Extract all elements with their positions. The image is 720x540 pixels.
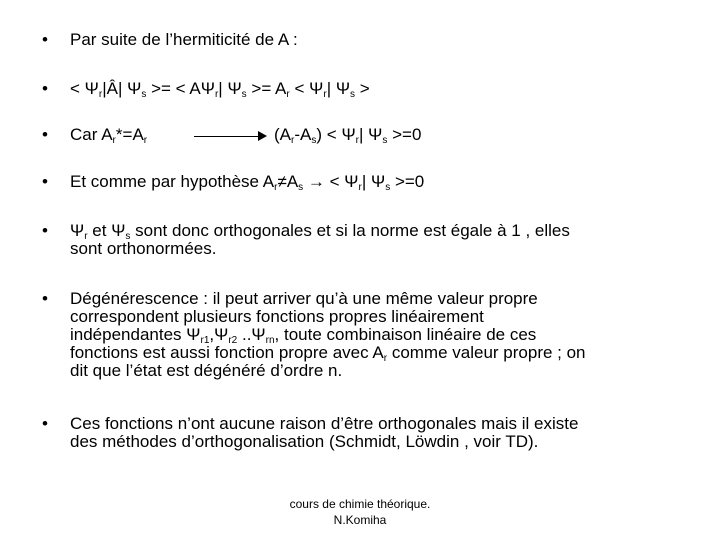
- bullet-icon: •: [42, 79, 48, 98]
- bullet-icon: •: [42, 172, 48, 191]
- bullet-icon: •: [42, 30, 48, 49]
- arrow-right-icon: →: [307, 172, 325, 191]
- orthogonalisation-text: Ces fonctions n’ont aucune raison d’être orthogonales mais il existe des méthodes d’orthogonalisation (Schmidt, Löwdin , voir TD).: [70, 414, 579, 451]
- car-expression: Car $A_r*=A_r$: [70, 125, 148, 146]
- orthonormal-text: $\Psi_r$ et $\Psi_s$ sont donc orthogonales et si la norme est égale à 1 , elles sont orthonormées.: [70, 221, 570, 258]
- degenerescence-text: Dégénérescence : il peut arriver qu’à une même valeur propre correspondent plusieurs fonctions propres linéairement indépendantes $\Psi_{r1},\Psi_{r2}$ $..\Psi_{rn}$, toute combinaison linéaire de ces fonctions est aussi fonction propre avec $A_r$ comme valeur propre ; on dit que l’état est dégénéré d’ordre n.: [70, 289, 586, 380]
- footer: [240, 496, 480, 528]
- equation: < $\Psi_r|Â|$ $\Psi_s$ >= < $A\Psi_r|$ $\Psi_s >= A_r < \Psi_r|$ $\Psi_s$ >: [70, 79, 370, 100]
- bullet-icon: •: [42, 221, 48, 240]
- footer-course: cours de chimie théorique.: [289, 497, 431, 511]
- bullet-icon: •: [42, 414, 48, 433]
- bullet-icon: •: [42, 125, 48, 144]
- hypothesis-text: Et comme par hypothèse $A_r\ne A_s$ → < $\Psi_r|$ $\Psi_s >=0$: [70, 172, 425, 193]
- item-text: Par suite de l’hermiticité de A :: [70, 30, 298, 49]
- implies-arrow-icon: [258, 131, 267, 141]
- implies-arrow-line: [194, 136, 262, 137]
- footer-author: N.Komiha: [333, 513, 387, 527]
- bullet-icon: •: [42, 289, 48, 308]
- orthogonality-expression: $(A_r-A_s) < \Psi_r|$ $\Psi_s >=0$: [274, 125, 422, 146]
